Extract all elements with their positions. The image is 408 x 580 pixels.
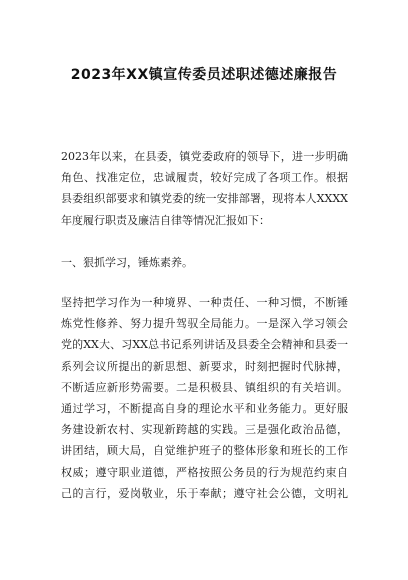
section-heading-text: 一、狠抓学习，锤炼素养。 xyxy=(61,256,193,269)
paragraph-line: 党的XX大、习XX总书记系列讲话及县委全会精神和县委一 xyxy=(61,338,348,352)
paragraph-line: 权威；遵守职业道德，严格按照公务员的行为规范约束自 xyxy=(61,465,348,479)
paragraph-line: 不断适应新形势需要。二是积极县、镇组织的有关培训。 xyxy=(61,380,348,394)
section-heading xyxy=(61,252,348,273)
document-title: 2023年XX镇宣传委员述职述德述廉报告 xyxy=(70,67,338,83)
paragraph-line: 2023年以来，在县委，镇党委政府的领导下，进一步明确 xyxy=(61,150,348,163)
paragraph-line: 己的言行，爱岗敬业，乐于奉献；遵守社会公德，文明礼 xyxy=(61,486,348,500)
paragraph-line: 通过学习，不断提高自身的理论水平和业务能力。更好服 xyxy=(61,402,348,416)
paragraph-intro xyxy=(61,146,348,231)
paragraph-line: 讲团结，顾大局，自觉维护班子的整体形象和班长的工作 xyxy=(61,444,348,458)
paragraph-line: 县委组织部要求和镇党委的统一安排部署，现将本人XXXX xyxy=(61,192,348,206)
paragraph-line: 务建设新农村、实现新跨越的实践。三是强化政治品德， xyxy=(61,423,348,437)
paragraph-line: 系列会议所提出的新思想、新要求，时刻把握时代脉搏， xyxy=(61,359,348,373)
paragraph-line: 年度履行职责及廉洁自律等情况汇报如下： xyxy=(61,213,270,227)
paragraph-study xyxy=(61,292,348,504)
paragraph-line: 坚持把学习作为一种境界、一种责任、一种习惯，不断锤 xyxy=(61,296,348,309)
paragraph-line: 炼党性修养、努力提升驾驭全局能力。一是深入学习领会 xyxy=(61,317,348,331)
paragraph-line: 角色、找准定位，忠诚履责，较好完成了各项工作。根据 xyxy=(61,171,348,185)
